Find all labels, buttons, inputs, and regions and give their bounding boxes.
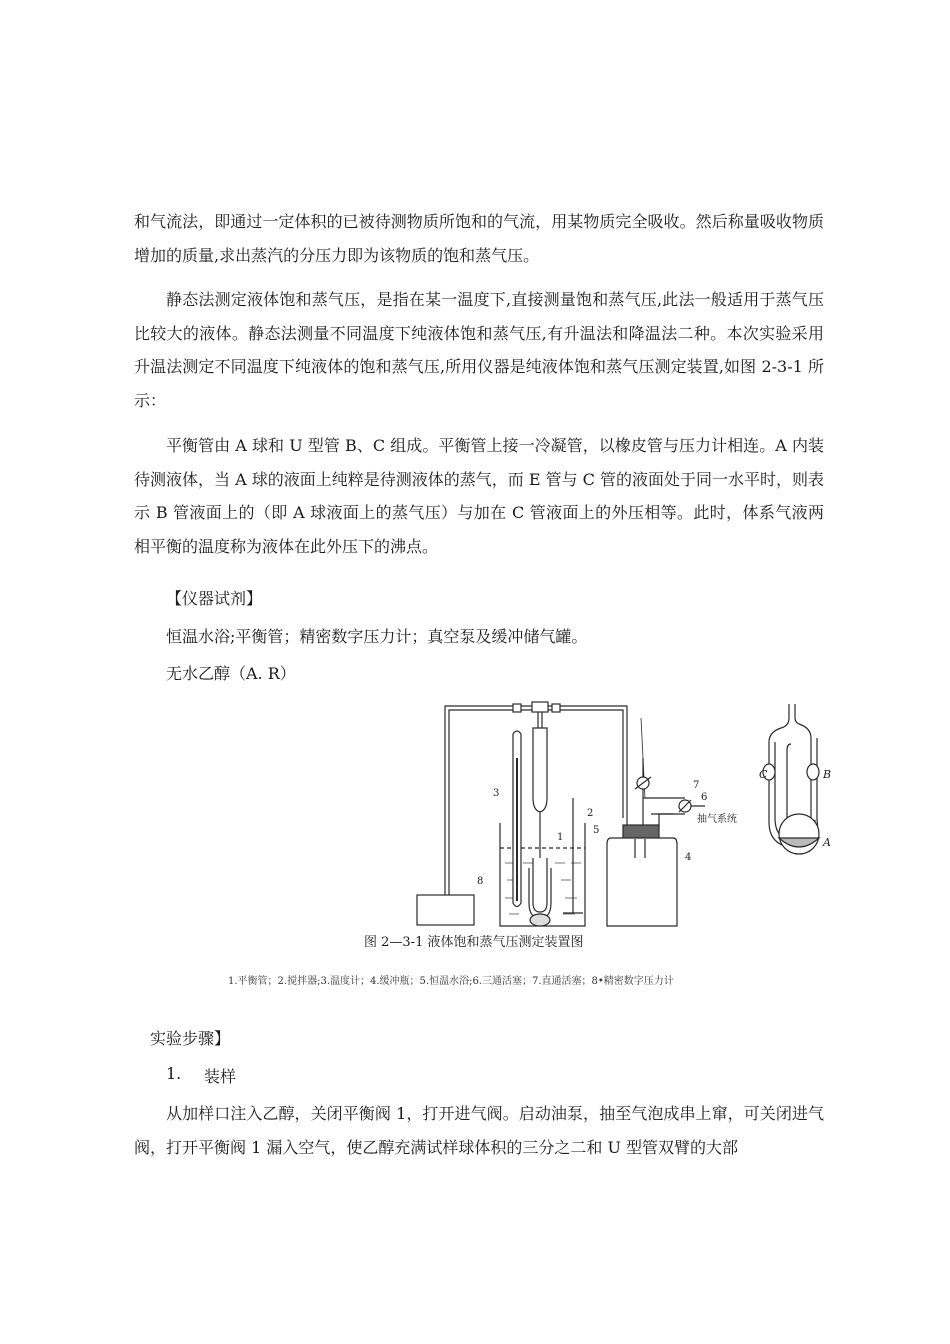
figure-caption: 图 2—3-1 液体饱和蒸气压测定装置图 [364,935,584,950]
buffer-bottle [607,838,677,926]
label-a: A [823,836,831,849]
sample-bulb-a [779,814,819,854]
step-1-number: 1. [166,1064,182,1083]
paragraph-loading-sample: 从加样口注入乙醇，关闭平衡阀 1，打开进气阀。启动油泵，抽至气泡成串上窜，可关闭进气阀，打开平衡阀 1 漏入空气，使乙醇充满试样球体积的三分之二和 U 型管双臂的大部 [134,1104,824,1157]
pressure-gauge-box [417,895,474,925]
balance-tube [533,858,547,912]
instrument-list: 恒温水浴;平衡管；精密数字压力计；真空泵及缓冲储气罐。 [166,627,588,646]
label-6: 6 [701,792,708,803]
section-heading-instruments: 【仪器试剂】 [166,589,263,608]
paragraph-gas-flow: 和气流法，即通过一定体积的已被待测物质所饱和的气流，用某物质完全吸收。然后称量吸收物质增加的质量,求出蒸汽的分压力即为该物质的饱和蒸气压。 [134,212,824,265]
label-7: 7 [693,780,700,791]
reagent-line: 无水乙醇（A. R） [166,664,296,683]
label-2: 2 [587,808,594,819]
step-1-title: 装样 [204,1067,237,1086]
label-c: C [759,768,768,781]
paragraph-static-method: 静态法测定液体饱和蒸气压，是指在某一温度下,直接测量饱和蒸气压,此法一般适用于蒸气压比较大的液体。静态法测量不同温度下纯液体饱和蒸气压,有升温法和降温法二种。本次实验采用升温法测定不同温度下纯液体的饱和蒸气压,所用仪器是纯液体饱和蒸气压测定装置,如图 2-3-1 所示： [134,290,824,410]
paragraph-balance-tube: 平衡管由 A 球和 U 型管 B、C 组成。平衡管上接一冷凝管，以橡皮管与压力计相连。A 内装待测液体，当 A 球的液面上纯粹是待测液体的蒸气，而 E 管与 C 管的液面处于同一水平时，则表示 B 管液面上的（即 A 球液面上的蒸气压）与加在 C 管液面上的外压相等。此时，体系气液两相平衡的温度称为液体在此外压下的沸点。 [134,436,824,556]
label-1: 1 [557,832,564,843]
label-3: 3 [493,788,500,799]
label-b: B [823,768,832,781]
condenser-tube [533,728,547,812]
label-8: 8 [477,876,484,887]
u-tube-detail [759,704,831,854]
apparatus-figure [405,698,855,936]
label-5: 5 [593,825,600,836]
label-4: 4 [685,852,692,863]
section-heading-steps: 实验步骤】 [150,1029,231,1048]
pump-system-label: 抽气系统 [697,814,737,825]
figure-legend: 1.平衡管；2.搅拌器;3.温度计；4.缓冲瓶；5.恒温水浴;6.三通活塞；7.直通活塞；8•精密数字压力计 [228,976,674,987]
buffer-bottle-stopper [623,825,659,839]
